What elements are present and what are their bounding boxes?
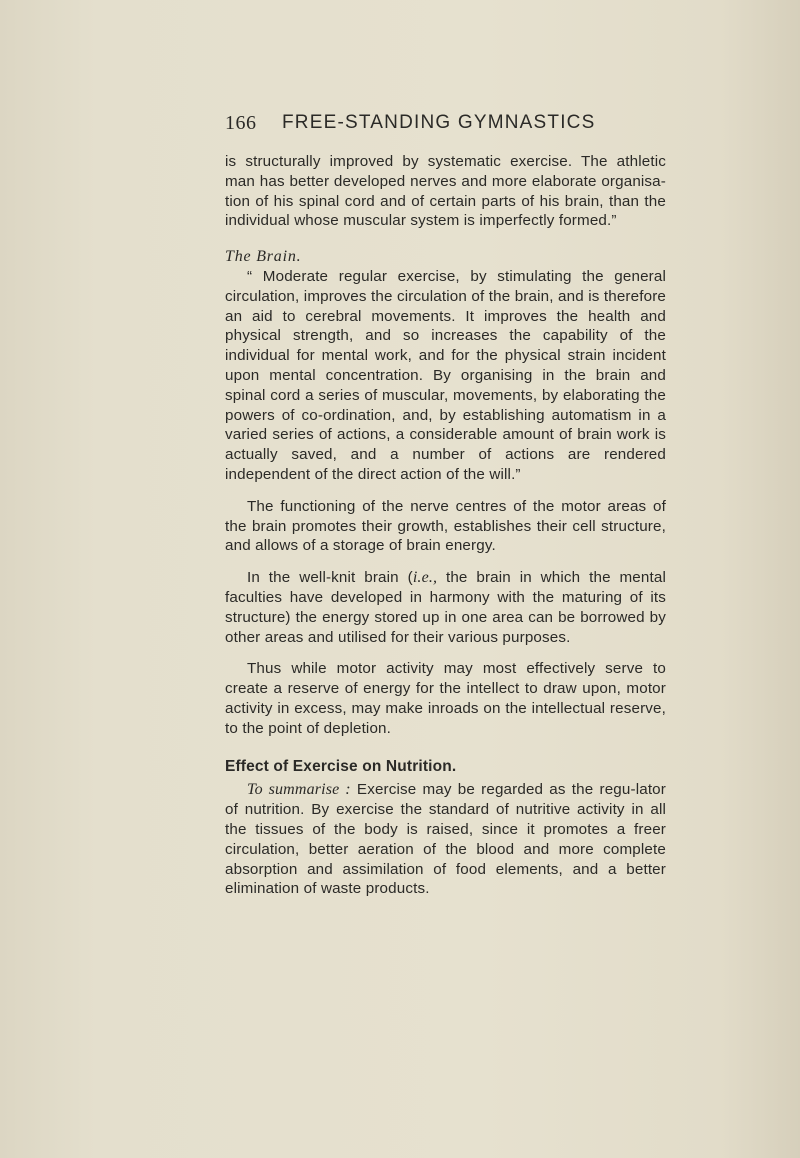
- paragraph-quote-exercise: “ Moderate regular exercise, by stimulating the general circulation, improves the circulation of the brain, and is therefore an aid to cerebral movements. It improves the health and physical strength, and so increases the capability of the individual for mental work, and for the physical strain incident upon mental concentration. By organising in the brain and spinal cord a series of muscular, movements, by elaborating the powers of co-ordination, and, by establishing automatism in a varied series of actions, a considerable amount of brain work is actually saved, and a number of actions are rendered independent of the direct action of the will.”: [225, 267, 666, 483]
- body-text: [225, 152, 666, 899]
- paragraph-text: In the well-knit brain (: [247, 569, 413, 587]
- paragraph-summary: [225, 780, 666, 899]
- italic-lead: To summarise :: [247, 781, 351, 799]
- paragraph-nerve-centres: The functioning of the nerve centres of the motor areas of the brain promotes their growth, establishes their cell structure, and allows of a storage of brain energy.: [225, 497, 666, 555]
- paragraph-text: Exercise may be regarded as the regu-lator of nutrition. By exercise the standard of nutritive activity in all the tissues of the body is raised, since it promotes a freer circulation, better aeration of the blood and more complete absorption and assimilation of food elements, and a better elimination of waste products.: [225, 781, 666, 898]
- paragraph-text: the brain in which the mental faculties have developed in harmony with the maturing of its structure) the energy stored up in one area can be borrowed by other areas and utilised for their various purposes.: [225, 569, 666, 646]
- section-heading-brain: The Brain.: [225, 248, 302, 266]
- paragraph-motor-activity: Thus while motor activity may most effectively serve to create a reserve of energy for the intellect to draw upon, motor activity in excess, may make inroads on the intellectual reserve, to the point of depletion.: [225, 660, 666, 737]
- paragraph-well-knit-brain: [225, 568, 666, 647]
- running-head: FREE-STANDING GYMNASTICS: [282, 112, 596, 133]
- italic-ie: i.e.,: [412, 569, 438, 587]
- page-header: [225, 112, 645, 142]
- paragraph-continuation: is structurally improved by systematic exercise. The athletic man has better developed nerves and more elaborate organisa-tion of his spinal cord and of certain parts of his brain, than the individual whose muscular system is imperfectly formed.”: [225, 153, 666, 230]
- section-heading-nutrition: Effect of Exercise on Nutrition.: [225, 757, 457, 775]
- page-number: 166: [225, 112, 257, 134]
